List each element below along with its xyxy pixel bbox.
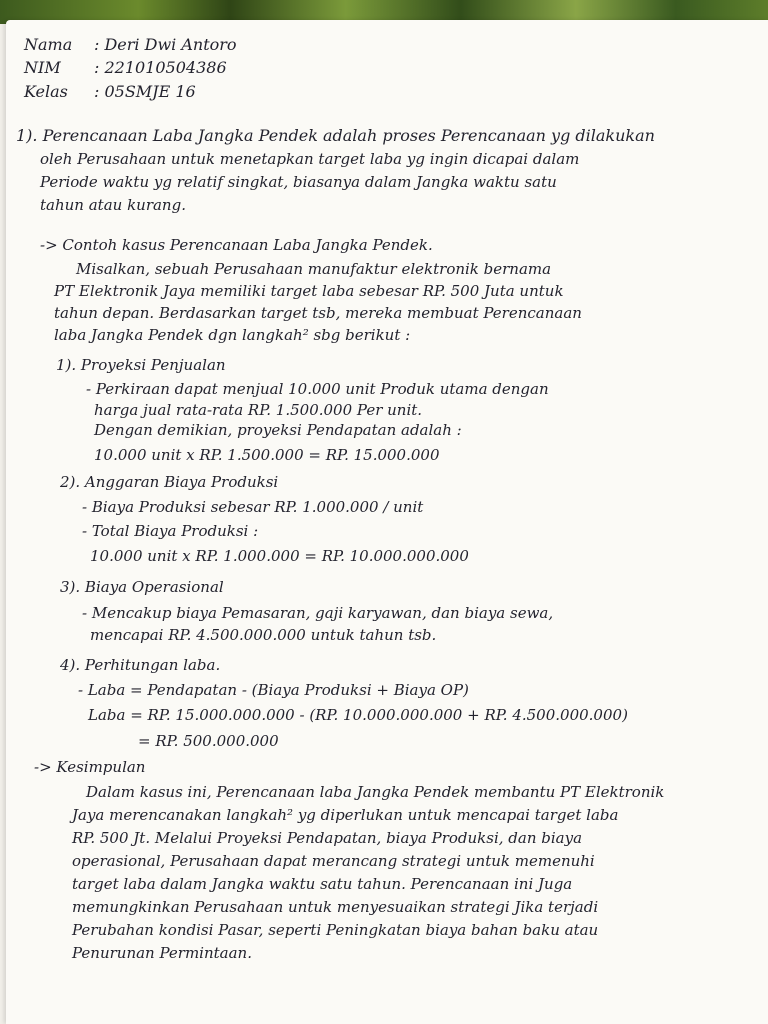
- kelas-value: : 05SMJE 16: [94, 82, 196, 101]
- step2-line: - Total Biaya Produksi :: [82, 522, 259, 540]
- kesimpulan-line: RP. 500 Jt. Melalui Proyeksi Pendapatan, biaya Produksi, dan biaya: [72, 829, 583, 847]
- step2-title: 2). Anggaran Biaya Produksi: [60, 473, 279, 491]
- step1-line: - Perkiraan dapat menjual 10.000 unit Produk utama dengan: [86, 380, 549, 398]
- kesimpulan-title: -> Kesimpulan: [34, 758, 146, 776]
- step1-calc: 10.000 unit x RP. 1.500.000 = RP. 15.000.000: [94, 446, 440, 464]
- nama-row: [24, 36, 237, 54]
- contoh-line: PT Elektronik Jaya memiliki target laba sebesar RP. 500 Juta untuk: [54, 282, 564, 300]
- kesimpulan-line: memungkinkan Perusahaan untuk menyesuaikan strategi Jika terjadi: [72, 898, 599, 916]
- step3-line: - Mencakup biaya Pemasaran, gaji karyawan, dan biaya sewa,: [82, 604, 554, 622]
- nim-value: : 221010504386: [94, 58, 227, 77]
- nama-value: : Deri Dwi Antoro: [94, 35, 237, 54]
- step4-result: = RP. 500.000.000: [138, 732, 279, 750]
- intro-line: 1). Perencanaan Laba Jangka Pendek adalah proses Perencanaan yg dilakukan: [16, 126, 655, 145]
- contoh-line: tahun depan. Berdasarkan target tsb, mereka membuat Perencanaan: [54, 304, 582, 322]
- step2-calc: 10.000 unit x RP. 1.000.000 = RP. 10.000.000.000: [90, 547, 469, 565]
- step2-line: - Biaya Produksi sebesar RP. 1.000.000 / unit: [82, 498, 424, 516]
- step1-line: harga jual rata-rata RP. 1.500.000 Per unit.: [94, 401, 423, 419]
- kesimpulan-line: Perubahan kondisi Pasar, seperti Peningkatan biaya bahan baku atau: [72, 921, 599, 939]
- kelas-row: [24, 83, 196, 101]
- intro-line: tahun atau kurang.: [40, 196, 186, 214]
- nim-row: [24, 59, 227, 77]
- contoh-line: laba Jangka Pendek dgn langkah² sbg berikut :: [54, 326, 411, 344]
- nama-label: Nama: [24, 35, 73, 54]
- handwritten-page: [6, 20, 768, 1024]
- step3-line: mencapai RP. 4.500.000.000 untuk tahun tsb.: [90, 626, 437, 644]
- contoh-line: Misalkan, sebuah Perusahaan manufaktur elektronik bernama: [76, 260, 552, 278]
- kelas-label: Kelas: [24, 82, 68, 101]
- step4-line: - Laba = Pendapatan - (Biaya Produksi + Biaya OP): [78, 681, 469, 699]
- step1-title: 1). Proyeksi Penjualan: [56, 356, 226, 374]
- step1-line: Dengan demikian, proyeksi Pendapatan adalah :: [94, 421, 462, 439]
- intro-line: Periode waktu yg relatif singkat, biasanya dalam Jangka waktu satu: [40, 173, 557, 191]
- step4-line: Laba = RP. 15.000.000.000 - (RP. 10.000.000.000 + RP. 4.500.000.000): [88, 706, 628, 724]
- nim-label: NIM: [24, 58, 61, 77]
- kesimpulan-line: Dalam kasus ini, Perencanaan laba Jangka Pendek membantu PT Elektronik: [86, 783, 665, 801]
- step3-title: 3). Biaya Operasional: [60, 578, 224, 596]
- contoh-title: -> Contoh kasus Perencanaan Laba Jangka Pendek.: [40, 236, 433, 254]
- kesimpulan-line: target laba dalam Jangka waktu satu tahun. Perencanaan ini Juga: [72, 875, 573, 893]
- kesimpulan-line: operasional, Perusahaan dapat merancang strategi untuk memenuhi: [72, 852, 595, 870]
- step4-title: 4). Perhitungan laba.: [60, 656, 221, 674]
- kesimpulan-line: Penurunan Permintaan.: [72, 944, 252, 962]
- intro-line: oleh Perusahaan untuk menetapkan target laba yg ingin dicapai dalam: [40, 150, 580, 168]
- kesimpulan-line: Jaya merencanakan langkah² yg diperlukan untuk mencapai target laba: [72, 806, 619, 824]
